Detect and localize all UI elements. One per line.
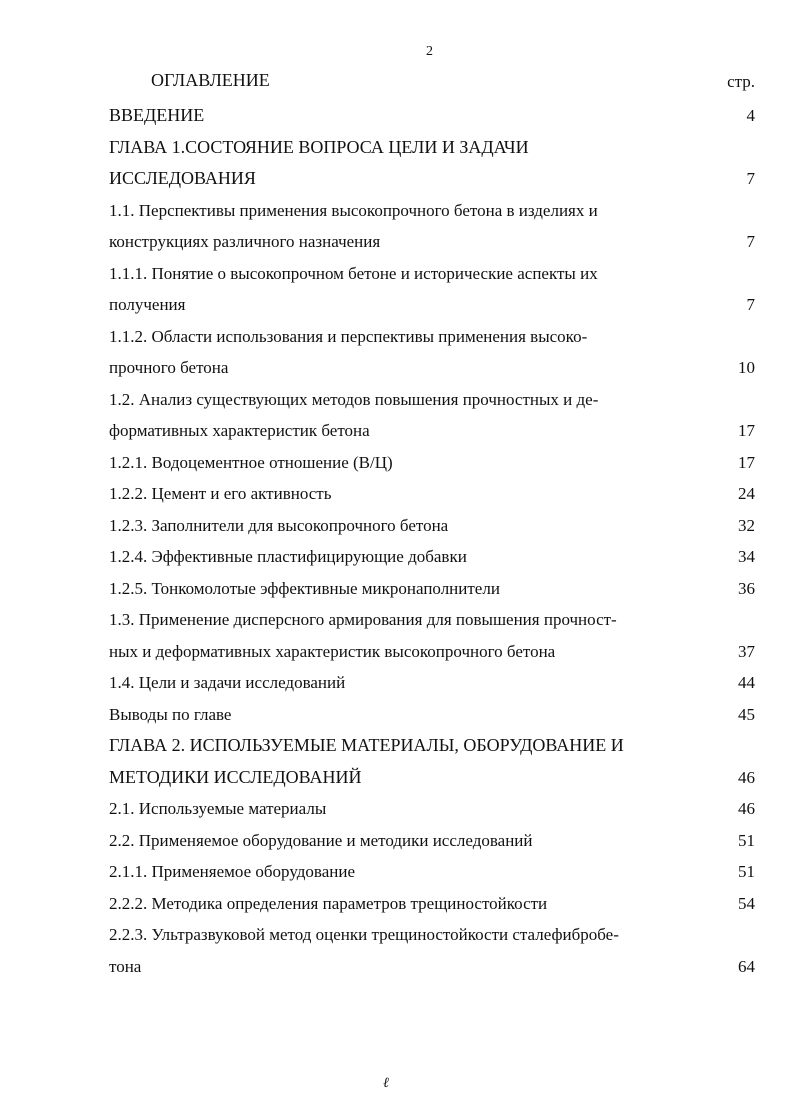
toc-entry-line: ГЛАВА 2. ИСПОЛЬЗУЕМЫЕ МАТЕРИАЛЫ, ОБОРУДОВАНИЕ И [109, 735, 624, 755]
toc-entry-page: 10 [738, 358, 755, 377]
toc-entry-line: 1.2.2. Цемент и его активность [109, 484, 332, 503]
toc-entry-page: 46 [738, 767, 755, 787]
toc-entry-title [109, 100, 699, 132]
toc-entry [109, 699, 755, 731]
toc-entry-title [109, 195, 699, 258]
toc-entry [109, 604, 755, 667]
toc-entry [109, 856, 755, 888]
toc-entry-page: 36 [738, 578, 755, 598]
toc-entry-line: 2.2.3. Ультразвуковой метод оценки трещиностойкости сталефибробе- [109, 925, 619, 944]
toc-entry [109, 793, 755, 825]
toc-entry-title [109, 478, 699, 510]
toc-entry-line: МЕТОДИКИ ИССЛЕДОВАНИЙ [109, 766, 362, 787]
toc-entry-title [109, 730, 699, 793]
toc-entry-line: ВВЕДЕНИЕ [109, 105, 205, 125]
toc-entry-page: 51 [738, 862, 755, 881]
toc-entry [109, 195, 755, 258]
toc-entry-line: 2.2. Применяемое оборудование и методики исследований [109, 830, 533, 850]
toc-entry-line: ГЛАВА 1.СОСТОЯНИЕ ВОПРОСА ЦЕЛИ И ЗАДАЧИ [109, 136, 529, 157]
toc-entry [109, 384, 755, 447]
toc-entry-line: ных и деформативных характеристик высокопрочного бетона [109, 641, 556, 661]
toc-entry-line: 1.2.3. Заполнители для высокопрочного бетона [109, 515, 449, 535]
toc-entry-title [109, 541, 699, 573]
toc-entry [109, 919, 755, 982]
page-column-label: стр. [727, 72, 755, 91]
toc-entry-page: 24 [738, 484, 755, 503]
toc-entry-page: 44 [738, 673, 755, 692]
toc-entry-title [109, 510, 699, 542]
toc-entry-line: конструкциях различного назначения [109, 232, 381, 251]
toc-entry [109, 730, 755, 793]
toc-entry [109, 825, 755, 857]
toc-title: ОГЛАВЛЕНИЕ [151, 70, 270, 90]
toc-entry [109, 667, 755, 699]
toc-entry-line: 2.1. Используемые материалы [109, 799, 327, 818]
toc-entry-title [109, 573, 699, 605]
toc-entry-line: 1.3. Применение дисперсного армирования для повышения прочност- [109, 610, 617, 629]
toc-entry-page: 54 [738, 893, 755, 913]
toc-entry-line: 1.2. Анализ существующих методов повышения прочностных и де- [109, 389, 599, 409]
toc-entry-page: 7 [746, 295, 755, 314]
toc-entry-title [109, 667, 699, 699]
toc-entry-title [109, 384, 699, 447]
toc-entry [109, 573, 755, 605]
toc-entry [109, 888, 755, 920]
toc-entry-page: 7 [746, 232, 755, 251]
toc-entry-line: 1.2.5. Тонкомолотые эффективные микронаполнители [109, 578, 500, 598]
toc-entry-line: ИССЛЕДОВАНИЯ [109, 168, 256, 188]
toc-entry-page: 45 [738, 704, 755, 724]
toc-entry-title [109, 825, 699, 857]
toc-entry-line: прочного бетона [109, 358, 229, 377]
toc-entry-page: 46 [738, 799, 755, 818]
toc-entry-title [109, 447, 699, 479]
toc-entry-page: 51 [738, 830, 755, 850]
toc-entry-page: 4 [746, 106, 755, 125]
toc-entry [109, 132, 755, 195]
toc-entry-title [109, 793, 699, 825]
toc-entry-page: 64 [738, 956, 755, 976]
table-of-contents [109, 100, 755, 982]
toc-entry-title [109, 321, 699, 384]
toc-entry-title [109, 699, 699, 731]
toc-header [0, 70, 799, 98]
toc-entry [109, 321, 755, 384]
toc-entry-title [109, 258, 699, 321]
toc-entry-title [109, 132, 699, 195]
toc-entry-line: 1.4. Цели и задачи исследований [109, 673, 346, 692]
toc-entry [109, 258, 755, 321]
toc-entry-page: 17 [738, 452, 755, 472]
toc-entry [109, 447, 755, 479]
page-number: 2 [426, 44, 433, 59]
toc-entry-line: получения [109, 295, 186, 314]
toc-entry-page: 37 [738, 641, 755, 661]
toc-entry [109, 100, 755, 132]
toc-entry-page: 32 [738, 515, 755, 535]
toc-entry-line: 1.1.2. Области использования и перспективы применения высоко- [109, 326, 588, 346]
toc-entry-line: 2.2.2. Методика определения параметров трещиностойкости [109, 893, 548, 913]
toc-entry-title [109, 888, 699, 920]
toc-entry-page: 7 [746, 169, 755, 188]
toc-entry-line: 2.1.1. Применяемое оборудование [109, 862, 355, 881]
toc-entry-page: 17 [738, 421, 755, 440]
toc-entry-line: 1.2.4. Эффективные пластифицирующие добавки [109, 547, 467, 566]
toc-entry-line: тона [109, 956, 142, 976]
toc-entry-title [109, 856, 699, 888]
toc-entry-line: 1.1.1. Понятие о высокопрочном бетоне и исторические аспекты их [109, 263, 598, 283]
toc-entry-page: 34 [738, 547, 755, 566]
toc-entry-line: 1.2.1. Водоцементное отношение (В/Ц) [109, 452, 393, 472]
toc-entry-line: 1.1. Перспективы применения высокопрочного бетона в изделиях и [109, 200, 598, 220]
toc-entry-line: Выводы по главе [109, 704, 232, 724]
toc-entry-line: формативных характеристик бетона [109, 421, 370, 440]
toc-entry [109, 541, 755, 573]
toc-entry [109, 478, 755, 510]
toc-entry-title [109, 919, 699, 982]
toc-entry-title [109, 604, 699, 667]
footer-mark: ℓ [383, 1076, 389, 1091]
toc-entry [109, 510, 755, 542]
